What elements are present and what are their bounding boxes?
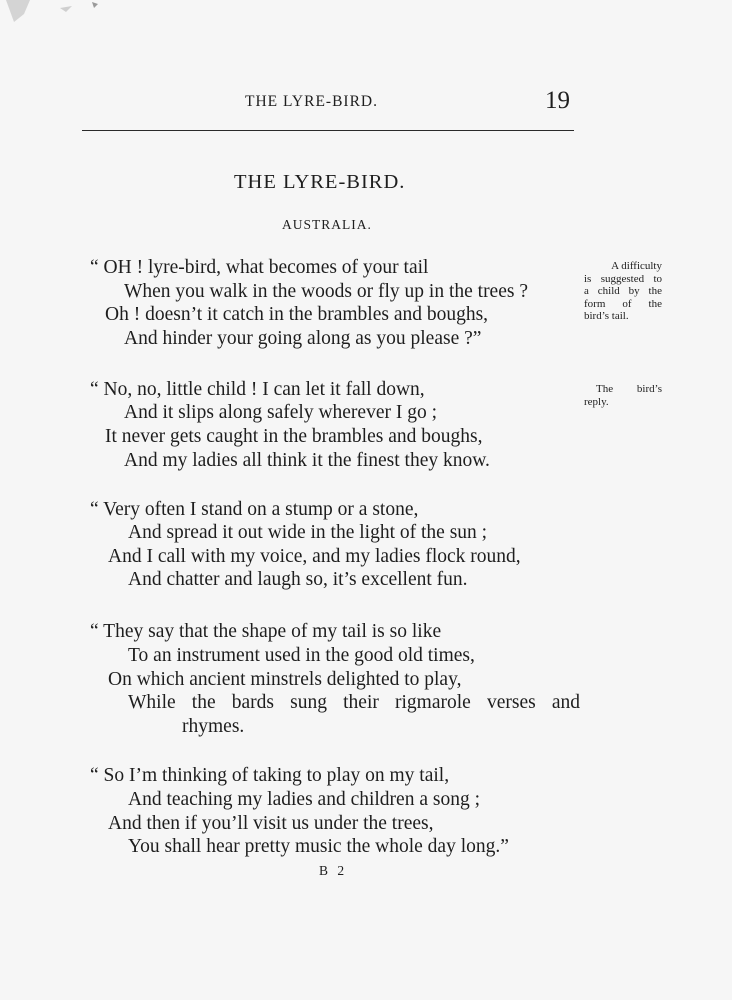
side-note-line: a child by the: [584, 285, 662, 297]
side-note-line: bird’s tail.: [584, 310, 629, 322]
poem-line: And it slips along safely wherever I go ;: [124, 402, 438, 423]
side-note-reply: [584, 383, 662, 408]
poem-line: “ OH ! lyre-bird, what becomes of your tail: [90, 257, 429, 278]
poem-line: And hinder your going along as you please ?”: [124, 328, 482, 349]
poem-line: You shall hear pretty music the whole day long.”: [128, 836, 509, 857]
poem-line: “ They say that the shape of my tail is so like: [90, 621, 442, 642]
poem-line: And I call with my voice, and my ladies flock round,: [108, 546, 521, 567]
poem-line: On which ancient minstrels delighted to play,: [108, 669, 462, 690]
side-note-line: is suggested to: [584, 272, 662, 285]
poem-line: When you walk in the woods or fly up in the trees ?: [124, 281, 528, 302]
poem-line: And teaching my ladies and children a song ;: [128, 789, 480, 810]
poem-subtitle: AUSTRALIA.: [282, 217, 372, 232]
header-rule: [82, 130, 574, 131]
poem-line: And then if you’ll visit us under the trees,: [108, 813, 434, 834]
running-head: [0, 87, 732, 117]
side-note-difficulty: [584, 260, 662, 323]
poem-line: Oh ! doesn’t it catch in the brambles and boughs,: [105, 304, 489, 325]
poem-line: It never gets caught in the brambles and boughs,: [105, 426, 483, 447]
running-head-title: THE LYRE-BIRD.: [245, 93, 378, 110]
page-corner-smudge: [0, 0, 110, 30]
page-number: 19: [545, 87, 570, 114]
side-note-line: The bird’s: [596, 383, 662, 395]
poem-line: And my ladies all think it the finest they know.: [124, 450, 490, 471]
poem-line: While the bards sung their rigmarole verses and: [128, 692, 580, 713]
poem-line: “ Very often I stand on a stump or a stone,: [90, 499, 419, 520]
side-note-line: form of the: [584, 297, 662, 310]
side-note-line: A difficulty: [611, 260, 662, 272]
poem-line: “ No, no, little child ! I can let it fall down,: [90, 379, 425, 400]
poem-line: And spread it out wide in the light of the sun ;: [128, 522, 488, 543]
side-note-line: reply.: [584, 395, 609, 408]
poem-title: THE LYRE-BIRD.: [234, 171, 406, 193]
poem-line: rhymes.: [182, 716, 245, 737]
signature-mark: B 2: [319, 863, 348, 878]
poem-line: And chatter and laugh so, it’s excellent fun.: [128, 569, 468, 590]
poem-line: “ So I’m thinking of taking to play on my tail,: [90, 765, 450, 786]
poem-line: To an instrument used in the good old times,: [128, 645, 475, 666]
